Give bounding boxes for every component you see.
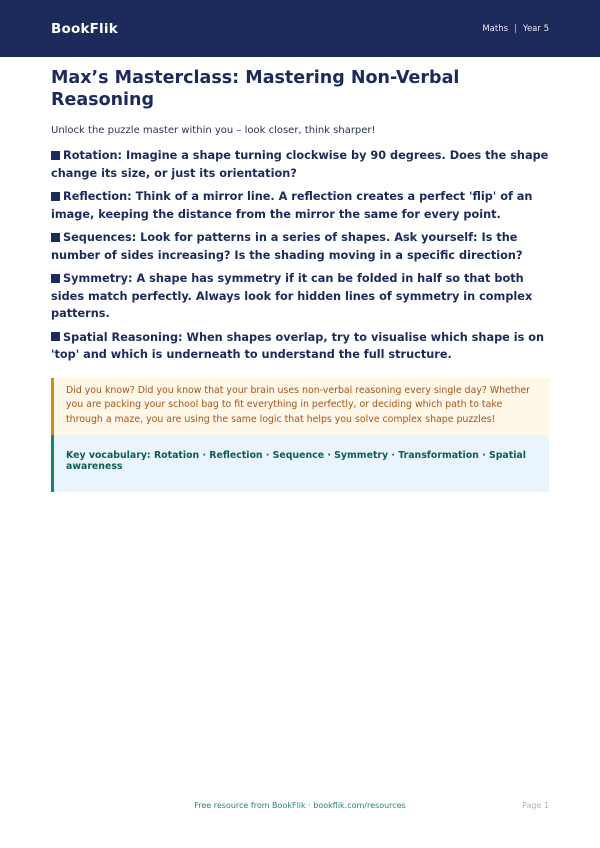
footer-source-link[interactable]: Free resource from BookFlik · bookflik.com/resources bbox=[194, 801, 406, 810]
square-bullet-icon bbox=[51, 233, 60, 242]
tip-text: Reflection: Think of a mirror line. A reflection creates a perfect 'flip' of an image, keeping the distance from the mirror the same for every point. bbox=[51, 190, 533, 221]
tip-item bbox=[51, 229, 549, 264]
page-title: Max’s Masterclass: Mastering Non-Verbal Reasoning bbox=[51, 68, 460, 110]
subject-year-meta bbox=[482, 24, 549, 34]
did-you-know-callout bbox=[51, 378, 549, 436]
page-subtitle: Unlock the puzzle master within you – look closer, think sharper! bbox=[51, 125, 376, 136]
tips-list bbox=[51, 147, 549, 364]
year-label: Year 5 bbox=[522, 23, 549, 34]
square-bullet-icon bbox=[51, 332, 60, 341]
subject-label: Maths bbox=[482, 23, 509, 34]
square-bullet-icon bbox=[51, 192, 60, 201]
tip-item bbox=[51, 270, 549, 323]
vocabulary-text: Key vocabulary: Rotation · Reflection · Sequence · Symmetry · Transformation · Spatial awareness bbox=[66, 450, 526, 472]
tip-text: Sequences: Look for patterns in a series of shapes. Ask yourself: Is the number of sides increasing? Is the shading moving in a specific direction? bbox=[51, 231, 523, 262]
page-header bbox=[0, 0, 600, 57]
main-content bbox=[0, 67, 600, 492]
tip-item bbox=[51, 188, 549, 223]
square-bullet-icon bbox=[51, 151, 60, 160]
tip-text: Symmetry: A shape has symmetry if it can be folded in half so that both sides match perfectly. Always look for hidden lines of symmetry in complex patterns. bbox=[51, 272, 533, 320]
tip-text: Rotation: Imagine a shape turning clockwise by 90 degrees. Does the shape change its size, or just its orientation? bbox=[51, 149, 549, 180]
tip-item bbox=[51, 329, 549, 364]
page-footer bbox=[51, 801, 549, 810]
tip-text: Spatial Reasoning: When shapes overlap, try to visualise which shape is on 'top' and which is underneath to understand the full structure. bbox=[51, 330, 545, 361]
brand-logo-text: BookFlik bbox=[51, 20, 118, 37]
callout-text: Did you know? Did you know that your brain uses non-verbal reasoning every single day? Whether you are packing your school bag to fit everything in perfectly, or deciding which path to take through a maze, you are using the same logic that helps you solve complex shape puzzles! bbox=[66, 384, 531, 425]
key-vocabulary-box bbox=[51, 435, 549, 492]
page-number: Page 1 bbox=[522, 801, 549, 810]
meta-separator: | bbox=[514, 23, 517, 34]
tip-item bbox=[51, 147, 549, 182]
square-bullet-icon bbox=[51, 274, 60, 283]
